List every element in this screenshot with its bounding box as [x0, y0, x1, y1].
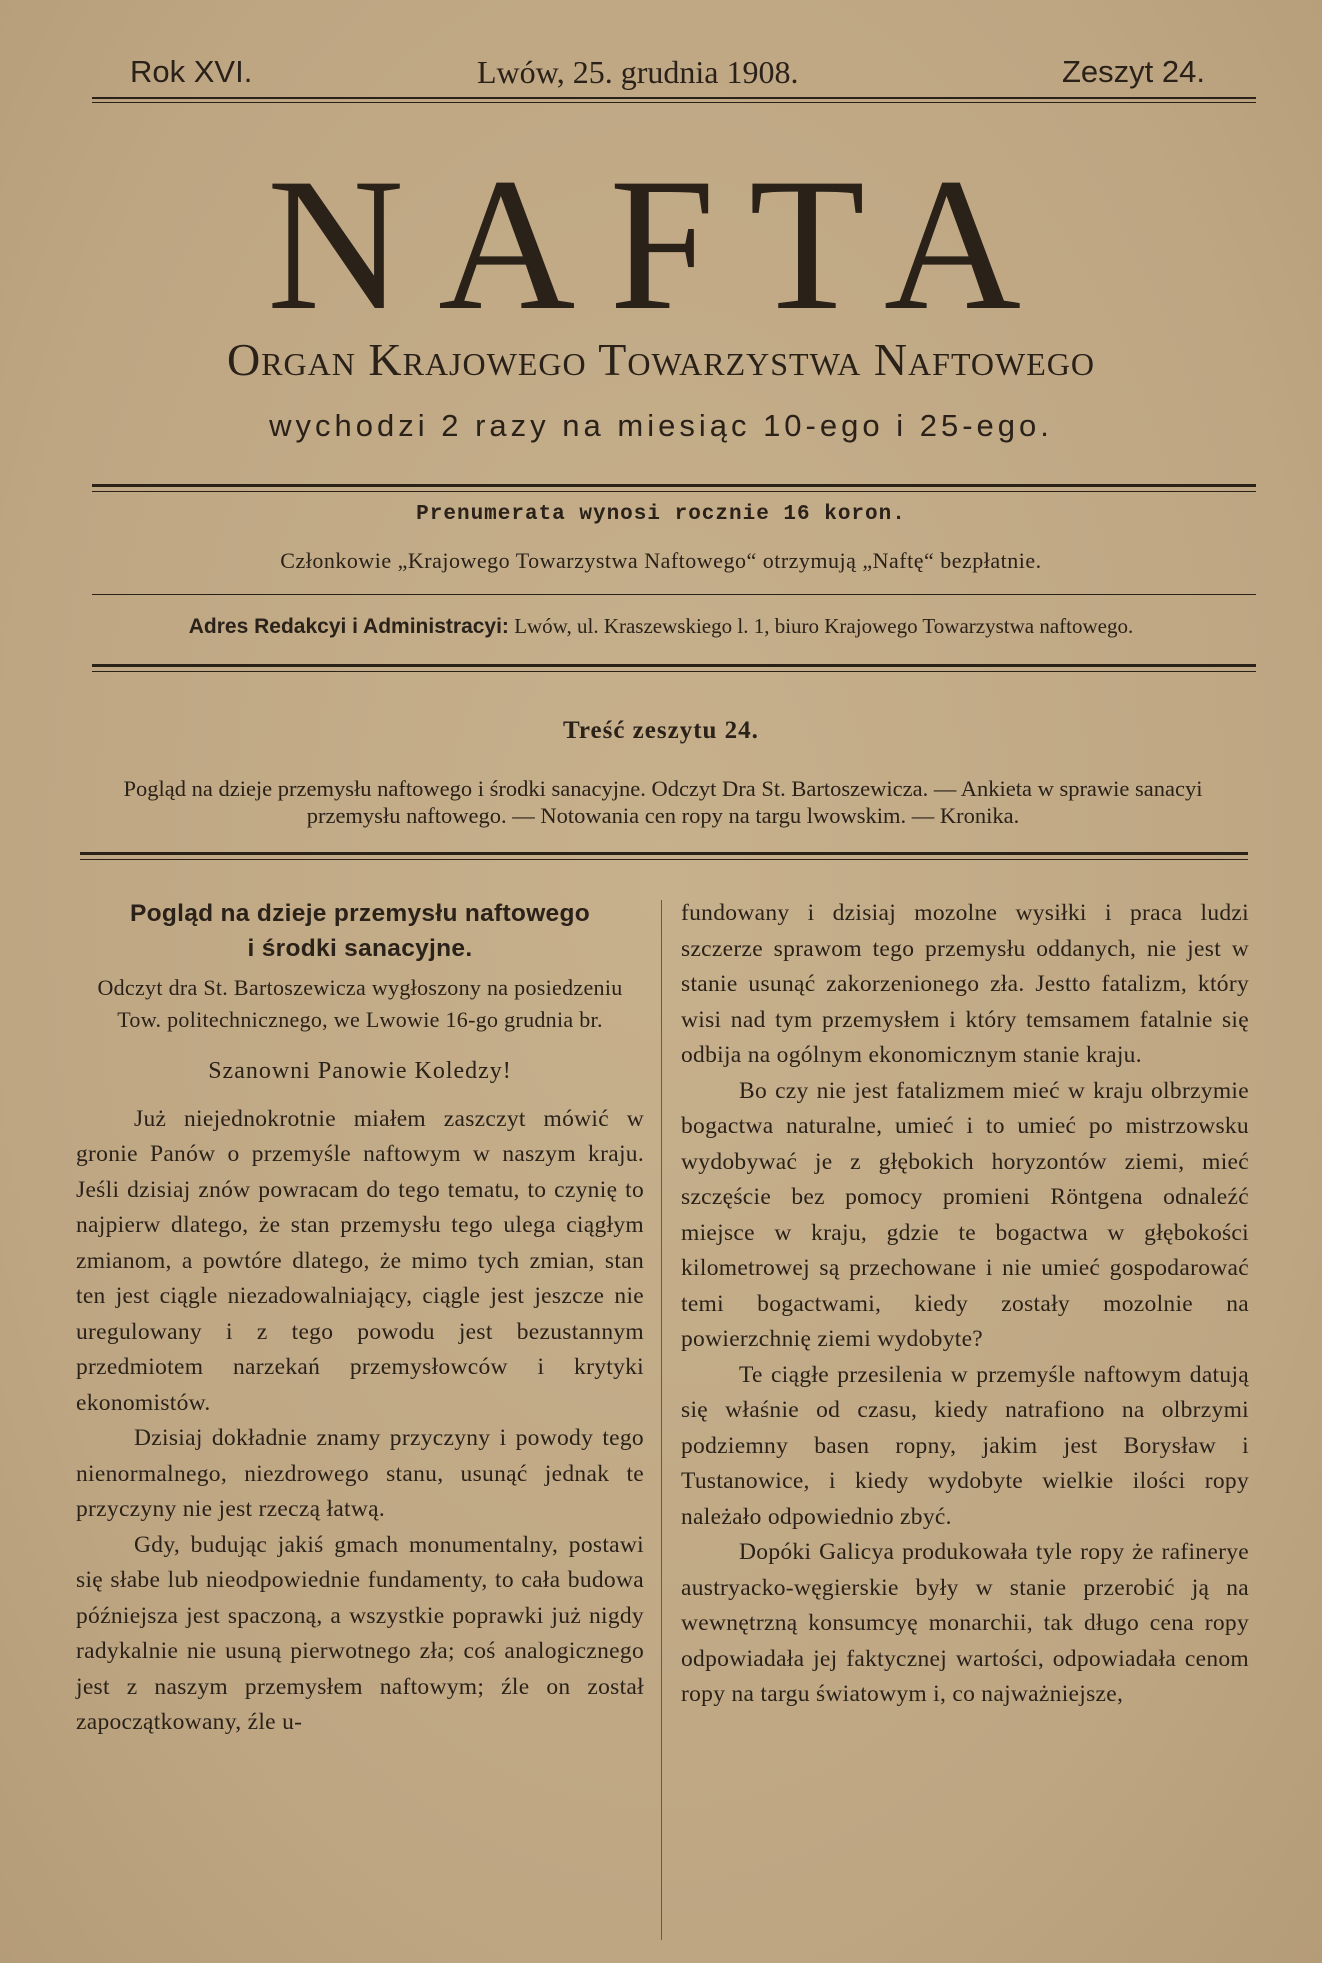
article-right-column: [681, 896, 1249, 1713]
contents-rule: [80, 852, 1248, 855]
address-rule-thin: [92, 671, 1256, 672]
article-left-column: [76, 896, 644, 1741]
article-greeting: Szanowni Panowie Koledzy!: [208, 1058, 512, 1084]
masthead-rule: [92, 484, 1256, 487]
year-label: Rok XVI.: [130, 54, 253, 89]
address-line: [0, 614, 1322, 639]
article-title-line1: Pogląd na dzieje przemysłu naftowego: [129, 900, 591, 927]
subscription-price: Prenumerata wynosi rocznie 16 koron.: [416, 503, 906, 526]
contents-body: Pogląd na dzieje przemysłu naftowego i środki sanacyjne. Odczyt Dra St. Bartoszewicza. — Ankieta w sprawie sanacyi przemysłu naftowego. — Notowania cen ropy na targu lwowskim. — Kronika.: [123, 776, 1203, 828]
article-title-line2: i środki sanacyjne.: [247, 935, 473, 962]
info-rule: [92, 594, 1256, 595]
article-title: [76, 896, 644, 966]
masthead-rule-thin: [92, 491, 1256, 492]
paragraph: Gdy, budując jakiś gmach monumentalny, postawi się słabe lub nieodpowiednie fundamenty, to cała budowa późniejsza jest spaczoną, a wszystkie poprawki już nigdy radykalnie nie usuną pierwotnego zła; coś analogicznego jest z naszym przemysłem naftowym; źle on został zapoczątkowany, źle u-: [76, 1531, 644, 1735]
paragraph: Już niejednokrotnie miałem zaszczyt mówić w gronie Panów o przemyśle naftowym w naszym kraju. Jeśli dzisiaj znów powracam do tego tematu, to czynię to najpierw dlatego, że stan przemysłu tego ulega ciągłym zmianom, a powtóre dlatego, że mimo tych zmian, stan ten jest ciągle niezadowalniający, ciągle jest jeszcze nie uregulowany i z tego powodu jest bezustannym przedmiotem narzekań przemysłowców i krytyki ekonomistów.: [76, 1105, 644, 1416]
paragraph: Bo czy nie jest fatalizmem mieć w kraju olbrzymie bogactwa naturalne, umieć i to umieć po mistrzowsku wydobywać je z głębokich horyzontów ziemi, mieć szczęście bez pomocy promieni Röntgena odnaleźć miejsce w kraju, gdzie te bogactwa w głębokości kilometrowej są przechowane i nie umieć gospodarować temi bogactwami, kiedy zostały mozolnie na powierzchnię ziemi wydobyte?: [681, 1077, 1249, 1352]
header-rule: [92, 97, 1256, 99]
issue-label: Zeszyt 24.: [1062, 54, 1205, 89]
address-rule: [92, 664, 1256, 667]
column-divider: [661, 900, 662, 1940]
header-rule-thin: [92, 102, 1256, 103]
paragraph: Dzisiaj dokładnie znamy przyczyny i powody tego nienormalnego, niezdrowego stanu, usunąć jednak te przyczyny nie jest rzeczą łatwą.: [76, 1425, 644, 1522]
article-subtitle: Odczyt dra St. Bartoszewicza wygłoszony na posiedzeniu Tow. politechnicznego, we Lwowie 16-go grudnia br.: [97, 975, 623, 1032]
address-label: Adres Redakcyi i Administracyi:: [188, 615, 509, 638]
place-date: Lwów, 25. grudnia 1908.: [477, 54, 799, 90]
paragraph: Dopóki Galicya produkowała tyle ropy że rafinerye austryacko-węgierskie były w stanie przerobić ją na wewnętrzną konsumcyę monarchii, tak długo cena ropy odpowiadała jej faktycznej wartości, odpowiadała cenom ropy na targu światowym i, co najważniejsze,: [681, 1539, 1249, 1707]
masthead-organ: Organ Krajowego Towarzystwa Naftowego: [226, 334, 1096, 385]
masthead-title: NAFTA: [266, 140, 1056, 350]
contents-title: Treść zeszytu 24.: [563, 717, 759, 744]
paragraph: fundowany i dzisiaj mozolne wysiłki i praca ludzi szczerze sprawom tego przemysłu oddanych, nie jest w stanie usunąć zakorzenionego zła. Jestto fatalizm, który wisi nad tym przemysłem i który temsamem fatalnie się odbija na ogólnym ekonomicznym stanie kraju.: [681, 900, 1249, 1068]
paragraph: Te ciągłe przesilenia w przemyśle naftowym datują się właśnie od czasu, kiedy natrafiono na olbrzymi podziemny basen ropny, jakim jest Borysław i Tustanowice, i kiedy wydobyte wielkie ilości ropy należało odpowiednio zbyć.: [681, 1361, 1249, 1530]
masthead-frequency: wychodzi 2 razy na miesiąc 10-ego i 25-ego.: [269, 408, 1053, 443]
address-value: Lwów, ul. Kraszewskiego l. 1, biuro Krajowego Towarzystwa naftowego.: [514, 614, 1134, 638]
subscription-members: Członkowie „Krajowego Towarzystwa Naftowego“ otrzymują „Naftę“ bezpłatnie.: [280, 548, 1042, 573]
contents-rule-thin: [80, 859, 1248, 860]
